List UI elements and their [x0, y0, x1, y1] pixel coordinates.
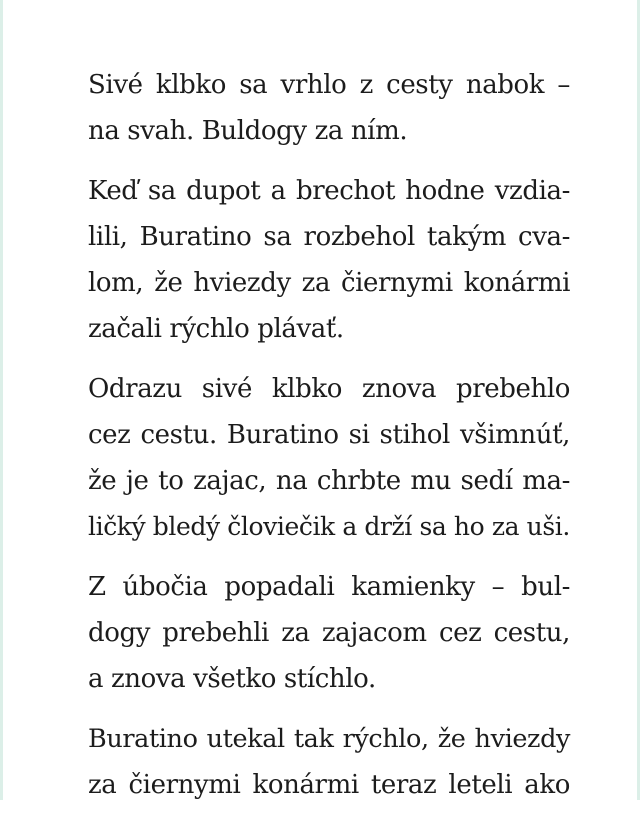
text-line: Odrazu sivé klbko znova prebehlo [88, 374, 570, 404]
paragraph-2 [88, 168, 570, 352]
text-line: a znova všetko stíchlo. [88, 664, 376, 694]
text-line: na svah. Buldogy za ním. [88, 116, 408, 146]
text-line: Buratino utekal tak rýchlo, že hviezdy [88, 724, 570, 754]
book-page [88, 62, 570, 822]
text-line: Sivé klbko sa vrhlo z cesty nabok – [88, 70, 570, 100]
text-line: ličký bledý človiečik a drží sa ho za uši. [88, 512, 570, 541]
text-line: cez cestu. Buratino si stihol všimnúť, [88, 420, 570, 450]
text-line: za čiernymi konármi teraz leteli ako [88, 770, 570, 800]
text-line: začali rýchlo plávať. [88, 314, 344, 344]
text-line: lom, že hviezdy za čiernymi konármi [88, 268, 570, 298]
paragraph-3 [88, 366, 570, 550]
text-line: Z úbočia popadali kamienky – bul- [88, 572, 570, 602]
paragraph-5 [88, 716, 570, 808]
text-line: lili, Buratino sa rozbehol takým cva- [88, 222, 570, 252]
text-line: že je to zajac, na chrbte mu sedí ma- [88, 466, 570, 496]
text-line: dogy prebehli za zajacom cez cestu, [88, 618, 570, 648]
page-edge-left [0, 0, 3, 800]
paragraph-4 [88, 564, 570, 702]
text-line: Keď sa dupot a brechot hodne vzdia- [88, 176, 570, 206]
paragraph-1 [88, 62, 570, 154]
